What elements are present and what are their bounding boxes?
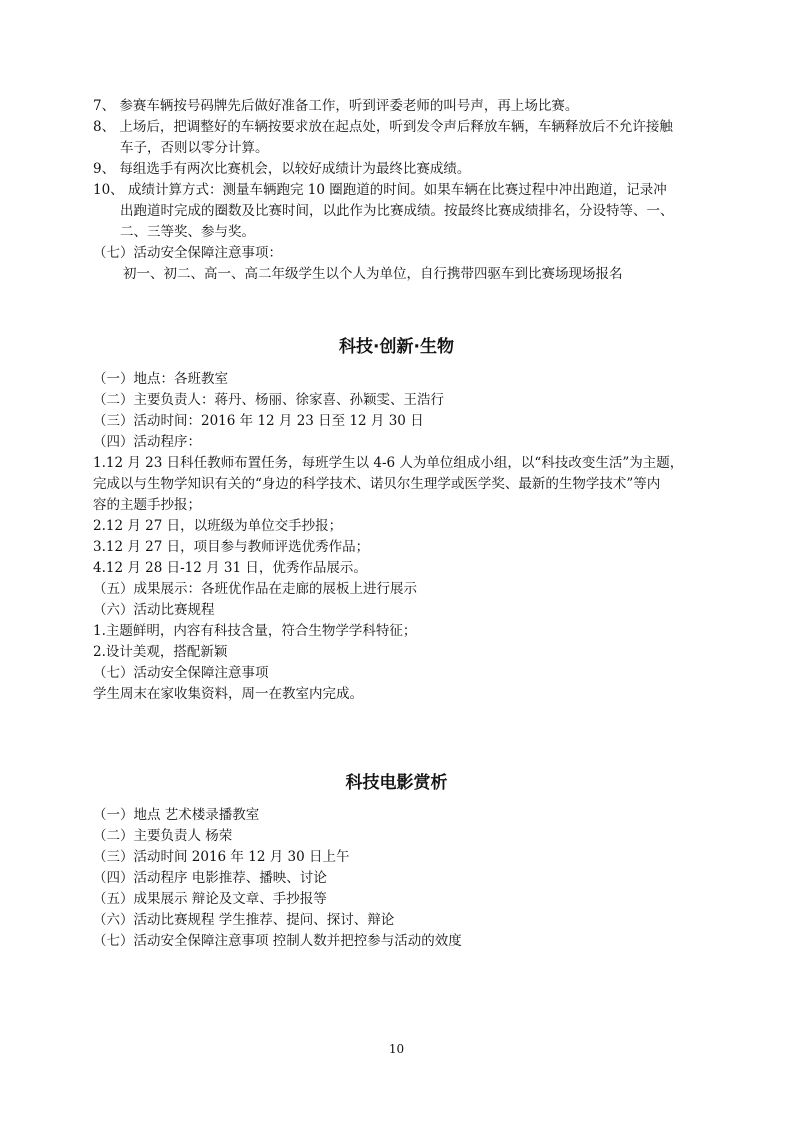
film-safety: （七）活动安全保障注意事项 控制人数并把控参与活动的效度 (93, 933, 462, 949)
biology-step-1-continued-1: 完成以与生物学知识有关的“身边的科学技术、诺贝尔生理学或医学奖、最新的生物学技术”等内 (93, 476, 661, 492)
biology-rule-2: 2.设计美观，搭配新颖 (93, 644, 228, 660)
rule-8: 8、 上场后，把调整好的车辆按要求放在起点处，听到发令声后释放车辆，车辆释放后不允许接触 (93, 119, 673, 135)
rule-9: 9、 每组选手有两次比赛机会，以较好成绩计为最终比赛成绩。 (93, 161, 471, 177)
biology-step-3: 3.12 月 27 日，项目参与教师评选优秀作品； (93, 539, 370, 555)
biology-step-1-continued-2: 容的主题手抄报； (93, 497, 201, 513)
biology-safety-text: 学生周末在家收集资料，周一在教室内完成。 (93, 686, 363, 702)
film-time: （三）活动时间 2016 年 12 月 30 日上午 (93, 849, 350, 865)
film-rules: （六）活动比赛规程 学生推荐、提问、探讨、辩论 (93, 912, 395, 928)
biology-results: （五）成果展示：各班优作品在走廊的展板上进行展示 (93, 581, 417, 597)
biology-safety-heading: （七）活动安全保障注意事项 (93, 665, 269, 681)
film-location: （一）地点 艺术楼录播教室 (93, 807, 260, 823)
biology-step-2: 2.12 月 27 日，以班级为单位交手抄报； (93, 518, 343, 534)
film-leader: （二）主要负责人 杨荣 (93, 828, 233, 844)
biology-location: （一）地点：各班教室 (93, 371, 228, 387)
biology-rules-heading: （六）活动比赛规程 (93, 602, 215, 618)
biology-step-1: 1.12 月 23 日科任教师布置任务，每班学生以 4-6 人为单位组成小组，以“科技改变生活”为主题， (93, 455, 684, 471)
biology-rule-1: 1.主题鲜明，内容有科技含量，符合生物学学科特征； (93, 623, 417, 639)
safety-heading: （七）活动安全保障注意事项： (93, 245, 282, 261)
biology-procedure-heading: （四）活动程序： (93, 434, 201, 450)
rule-8-continued: 车子，否则以零分计算。 (120, 140, 269, 156)
rule-10: 10、 成绩计算方式：测量车辆跑完 10 圈跑道的时间。如果车辆在比赛过程中冲出跑道，记录冲 (93, 182, 667, 198)
rule-7: 7、 参赛车辆按号码牌先后做好准备工作，听到评委老师的叫号声，再上场比赛。 (93, 98, 579, 114)
biology-step-4: 4.12 月 28 日-12 月 31 日，优秀作品展示。 (93, 560, 367, 576)
rule-10-continued-2: 二、三等奖、参与奖。 (120, 224, 255, 240)
safety-text: 初一、初二、高一、高二年级学生以个人为单位，自行携带四驱车到比赛场现场报名 (123, 266, 623, 282)
biology-leaders: （二）主要负责人：蒋丹、杨丽、徐家喜、孙颖雯、王浩行 (93, 392, 444, 408)
film-results: （五）成果展示 辩论及文章、手抄报等 (93, 891, 327, 907)
page-number: 10 (388, 1042, 405, 1056)
rule-10-continued-1: 出跑道时完成的圈数及比赛时间，以此作为比赛成绩。按最终比赛成绩排名，分设特等、一、 (120, 203, 674, 219)
film-title: 科技电影赏析 (345, 773, 448, 793)
film-procedure: （四）活动程序 电影推荐、播映、讨论 (93, 870, 327, 886)
biology-time: （三）活动时间：2016 年 12 月 23 日至 12 月 30 日 (93, 413, 424, 429)
biology-title: 科技·创新·生物 (339, 337, 454, 357)
